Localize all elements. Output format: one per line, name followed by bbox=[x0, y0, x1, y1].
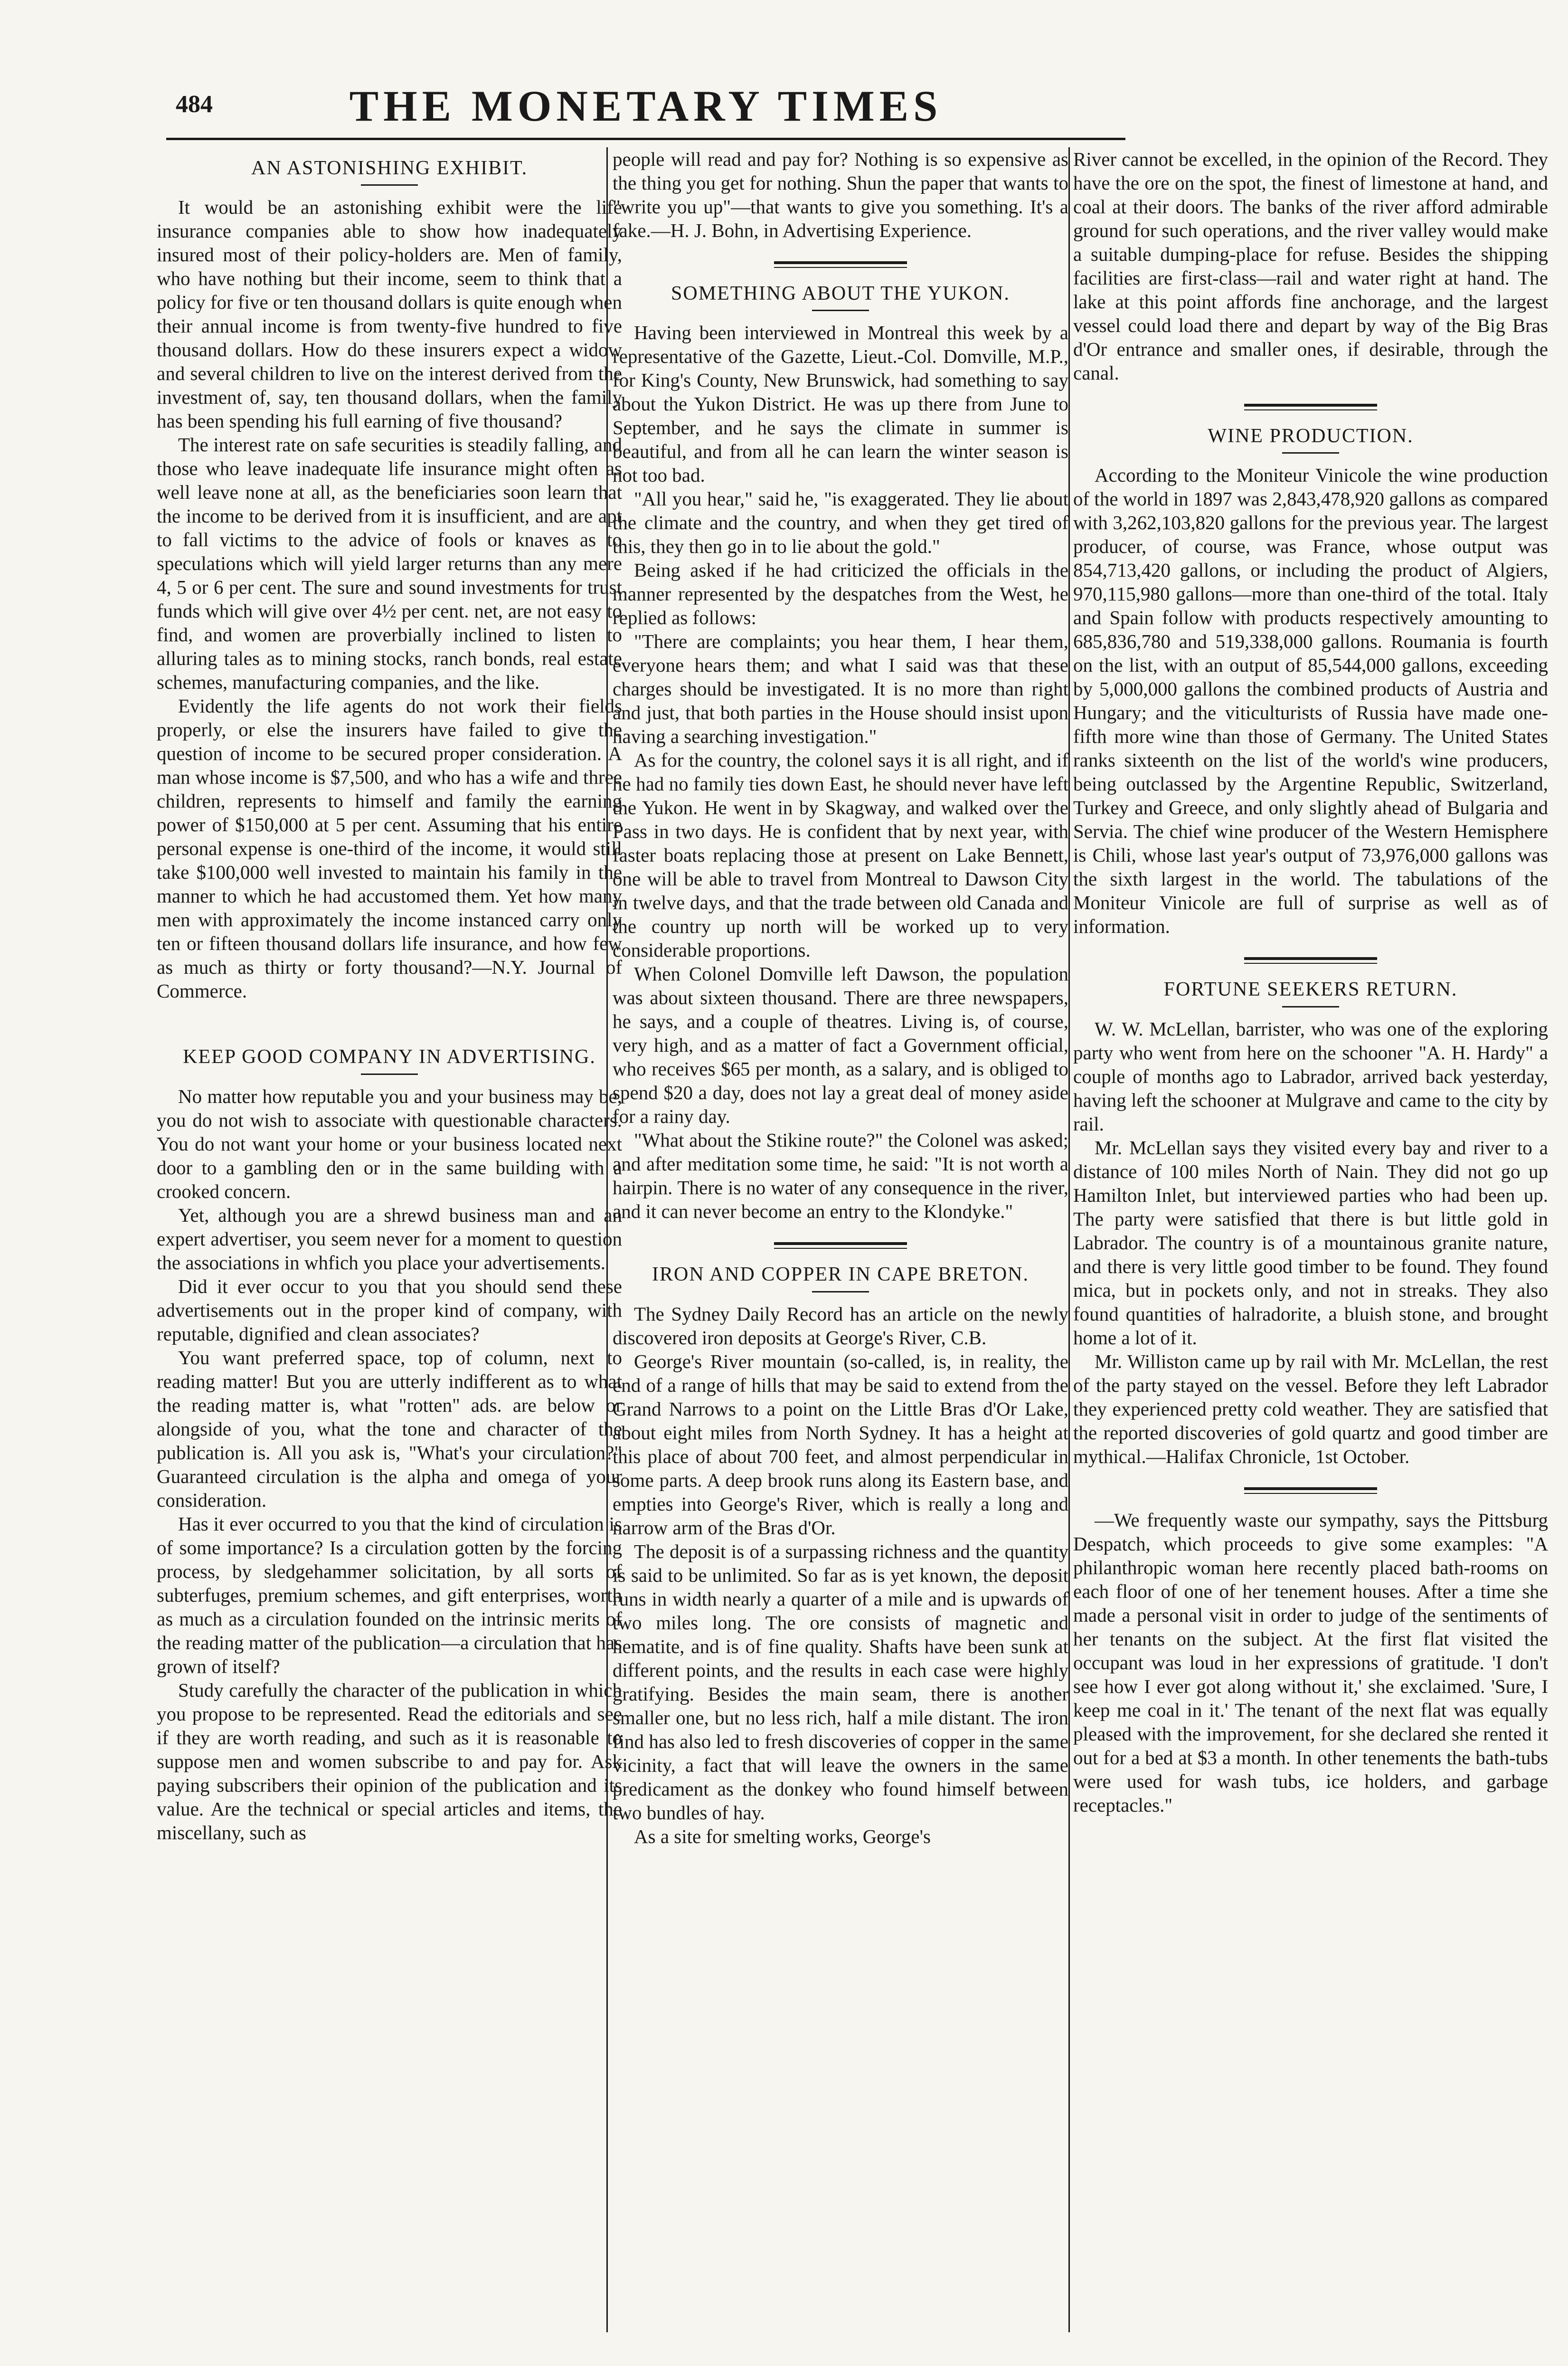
column-1 bbox=[157, 147, 622, 2351]
paragraph: The Sydney Daily Record has an article on the newly discovered iron deposits at George's River, C.B. bbox=[613, 1302, 1068, 1349]
paragraph: Has it ever occurred to you that the kind of circulation is of some importance? Is a circulation gotten by the forcing process, by sledgehammer solicitation, by all sorts of subterfuges, premium schemes, and gift enterprises, worth as much as a circulation founded on the intrinsic merits of the reading matter of the publication—a circulation that has grown of itself? bbox=[157, 1512, 622, 1677]
page-number: 484 bbox=[176, 91, 213, 118]
paragraph: Having been interviewed in Montreal this week by a representative of the Gazette, Lieut.-Col. Domville, M.P., for King's County, New Brunswick, had something to say about the Yukon District. He was up there from June to September, and he says the climate in summer is beautiful, and from all he can learn the winter season is not too bad. bbox=[613, 322, 1068, 486]
column-3 bbox=[1073, 147, 1548, 2351]
article-title: FORTUNE SEEKERS RETURN. bbox=[1163, 979, 1458, 1001]
article-title: SOMETHING ABOUT THE YUKON. bbox=[671, 283, 1010, 304]
title-rule bbox=[812, 1291, 869, 1292]
paragraph: "What about the Stikine route?" the Colonel was asked; and after meditation some time, he said: "It is not worth a hairpin. There is no water of any consequence in the river, and it can never become an entry to the Klondyke." bbox=[613, 1129, 1068, 1223]
title-rule bbox=[1282, 1006, 1339, 1007]
article-title: KEEP GOOD COMPANY IN ADVERTISING. bbox=[183, 1046, 596, 1068]
title-rule bbox=[361, 1074, 418, 1075]
section-rule bbox=[1244, 957, 1377, 964]
paragraph: W. W. McLellan, barrister, who was one of the exploring party who went from here on the schooner "A. H. Hardy" a couple of months ago to Labrador, arrived back yesterday, having left the schooner at Mulgrave and came to the city by rail. bbox=[1073, 1017, 1548, 1135]
title-rule bbox=[1282, 452, 1339, 454]
section-rule bbox=[774, 261, 907, 268]
paragraph: Yet, although you are a shrewd business man and an expert advertiser, you seem never for a moment to question the associations in whfich you place your advertisements. bbox=[157, 1204, 622, 1273]
paragraph: Mr. McLellan says they visited every bay and river to a distance of 100 miles North of Nain. They did not go up Hamilton Inlet, but interviewed parties who had been up. The party were satisfied that there is but little gold in Labrador. The country is of a mountainous granite nature, and there is very little good timber to be found. They found mica, but in pockets only, and not in streaks. They also found quantities of halradorite, a bluish stone, and brought home a lot of it. bbox=[1073, 1136, 1548, 1349]
paragraph: "There are complaints; you hear them, I hear them, everyone hears them; and what I said was that these charges should be investigated. It is no more than right and just, that both parties in the House should insist upon having a searching investigation." bbox=[613, 630, 1068, 748]
paragraph: Being asked if he had criticized the officials in the manner represented by the despatches from the West, he replied as follows: bbox=[613, 559, 1068, 629]
column-divider bbox=[1068, 147, 1070, 2332]
paragraph: You want preferred space, top of column, next to reading matter! But you are utterly indifferent as to what the reading matter is, what "rotten" ads. are below or alongside of you, what the tone and character of the publication is. All you ask is, "What's your circulation?" Guaranteed circulation is the alpha and omega of your consideration. bbox=[157, 1346, 622, 1511]
header-rule bbox=[166, 138, 1125, 140]
paragraph: As a site for smelting works, George's bbox=[634, 1825, 931, 1847]
paragraph: —We frequently waste our sympathy, says the Pittsburg Despatch, which proceeds to give some examples: "A philanthropic woman here recently placed bath-rooms on each floor of one of her tenement houses. After a time she made a personal visit in order to judge of the sentiments of her tenants on the subject. At the first flat visited the occupant was loud in her expressions of gratitude. 'I don't see how I ever got along without it,' she exclaimed. 'Sure, I keep me coal in it.' The tenant of the next flat was equally pleased with the improvement, for she declared she rented it out for a bed at $3 a month. In other tenements the bath-tubs were used for wash tubs, ice holders, and garbage receptacles." bbox=[1073, 1509, 1548, 1816]
paragraph: Evidently the life agents do not work their fields properly, or else the insurers have failed to give the question of income to be secured proper consideration. A man whose income is $7,500, and who has a wife and three children, represents to himself and family the earning power of $150,000 at 5 per cent. Assuming that his entire personal expense is one-third of the income, it would still take $100,000 well invested to maintain his family in the manner to which he had accustomed them. Yet how many men with approximately the income instanced carry only ten or fifteen thousand dollars life insurance, and how few as much as thirty or forty thousand?—N.Y. Journal of Commerce. bbox=[157, 695, 622, 1002]
paragraph: George's River mountain (so-called, is, in reality, the end of a range of hills that may be said to extend from the Grand Narrows to a point on the Little Bras d'Or Lake, about eight miles from North Sydney. It has a height at this place of about 700 feet, and almost perpendicular in some parts. A deep brook runs along its Eastern base, and empties into George's River, which is really a long and narrow arm of the Bras d'Or. bbox=[613, 1350, 1068, 1539]
paragraph: Mr. Williston came up by rail with Mr. McLellan, the rest of the party stayed on the vessel. Before they left Labrador they experienced pretty cold weather. They are satisfied that the reported discoveries of gold quartz and good timber are mythical.—Halifax Chronicle, 1st October. bbox=[1073, 1350, 1548, 1467]
paragraph: No matter how reputable you and your business may be, you do not wish to associate with questionable characters. You do not want your home or your business located next door to a gambling den or in the same building with a crooked concern. bbox=[157, 1085, 622, 1202]
paragraph: It would be an astonishing exhibit were the life insurance companies able to show how inadequately insured most of their policy-holders are. Men of family, who have nothing but their income, seem to think that a policy for five or ten thousand dollars is quite enough when their annual income is from twenty-five hundred to five thousand dollars. How do these insurers expect a widow and several children to live on the interest derived from the investment of, say, ten thousand dollars, when the family has been spending his full earning of five thousand? bbox=[157, 196, 622, 432]
paragraph: "All you hear," said he, "is exaggerated. They lie about the climate and the country, and when they get tired of this, they then go in to lie about the gold." bbox=[613, 488, 1068, 558]
paragraph: The deposit is of a surpassing richness and the quantity is said to be unlimited. So far as is yet known, the deposit runs in width nearly a quarter of a mile and is upwards of two miles long. The ore consists of magnetic and hematite, and is of fine quality. Shafts have been sunk at different points, and the results in each case were highly gratifying. Besides the main seam, there is another smaller one, but no less rich, half a mile distant. The iron find has also led to fresh discoveries of copper in the same vicinity, a fact that will leave the owners in the same predicament as the donkey who found himself between two bundles of hay. bbox=[613, 1540, 1068, 1824]
paragraph: The interest rate on safe securities is steadily falling, and those who leave inadequate life insurance might often as well leave none at all, as the beneficiaries soon learn that the income to be derived from it is insufficient, and are apt to fall victims to the advice of fools or knaves as to speculations which will yield larger returns than any mere 4, 5 or 6 per cent. The sure and sound investments for trust funds which will give over 4½ per cent. net, are not easy to find, and women are proverbially inclined to listen to alluring tales as to mining stocks, ranch bonds, real estate schemes, manufacturing companies, and the like. bbox=[157, 434, 622, 694]
article-title: AN ASTONISHING EXHIBIT. bbox=[251, 157, 528, 179]
masthead bbox=[166, 71, 1125, 143]
article-title: IRON AND COPPER IN CAPE BRETON. bbox=[652, 1264, 1029, 1286]
section-rule bbox=[1244, 404, 1377, 410]
publication-title: THE MONETARY TIMES bbox=[349, 82, 943, 130]
paragraph: people will read and pay for? Nothing is so expensive as the thing you get for nothing. Shun the paper that wants to "write you up"—that wants to give you something. It's a fake.—H. J. Bohn, in Advertising Experience. bbox=[613, 148, 1068, 241]
article-title: WINE PRODUCTION. bbox=[1208, 425, 1414, 447]
paragraph: Study carefully the character of the publication in which you propose to be represented. Read the editorials and see if they are worth reading, and such as it is reasonable to suppose men and women subscribe to and pay for. Ask paying subscribers their opinion of the publication and its value. Are the technical or special articles and items, the miscellany, such as bbox=[157, 1679, 622, 1843]
column-2 bbox=[613, 147, 1068, 2351]
paragraph: According to the Moniteur Vinicole the wine production of the world in 1897 was 2,843,478,920 gallons as compared with 3,262,103,820 gallons for the previous year. The largest producer, of course, was France, whose output was 854,713,420 gallons, or including the product of Algiers, 970,115,980 gallons—more than one-third of the total. Italy and Spain follow with products respectively amounting to 685,836,780 and 519,338,000 gallons. Roumania is fourth on the list, with an output of 85,544,000 gallons, exceeding by 5,000,000 gallons the combined products of Austria and Hungary; and the viticulturists of Russia have made one-fifth more wine than those of Germany. The United States ranks sixteenth on the list of the world's wine producers, being outclassed by the Argentine Republic, Switzerland, Turkey and Greece, and only slightly ahead of Bulgaria and Servia. The chief wine producer of the Western Hemisphere is Chili, whose last year's output of 73,976,000 gallons was the sixth largest in the world. The tabulations of the Moniteur Vinicole are full of surprise as well as of information. bbox=[1073, 464, 1548, 938]
paragraph: As for the country, the colonel says it is all right, and if he had no family ties down East, he should never have left the Yukon. He went in by Skagway, and walked over the Pass in two days. He is confident that by next year, with faster boats replacing those at present on Lake Bennett, one will be able to travel from Montreal to Dawson City in twelve days, and that the trade between old Canada and the country up north will be worked up to very considerable proportions. bbox=[613, 749, 1068, 961]
title-rule bbox=[361, 184, 418, 186]
paragraph: When Colonel Domville left Dawson, the population was about sixteen thousand. There are three newspapers, he says, and a couple of theatres. Living is, of course, very high, and as a matter of fact a Government official, who receives $65 per month, as a salary, and is obliged to spend $20 a day, does not lay a great deal of money aside for a rainy day. bbox=[613, 963, 1068, 1128]
section-rule bbox=[1244, 1487, 1377, 1494]
title-rule bbox=[812, 310, 869, 311]
paragraph: River cannot be excelled, in the opinion of the Record. They have the ore on the spot, the finest of limestone at hand, and coal at their doors. The banks of the river afford admirable ground for such operations, and the river valley would make a suitable dumping-place for refuse. Besides the shipping facilities are first-class—rail and water right at hand. The lake at this point affords fine anchorage, and the largest vessel could load there and depart by way of the Big Bras d'Or entrance and smaller ones, if desirable, through the canal. bbox=[1073, 148, 1548, 384]
paragraph: Did it ever occur to you that you should send these advertisements out in the proper kind of company, with reputable, dignified and clean associates? bbox=[157, 1275, 622, 1345]
section-rule bbox=[774, 1242, 907, 1249]
